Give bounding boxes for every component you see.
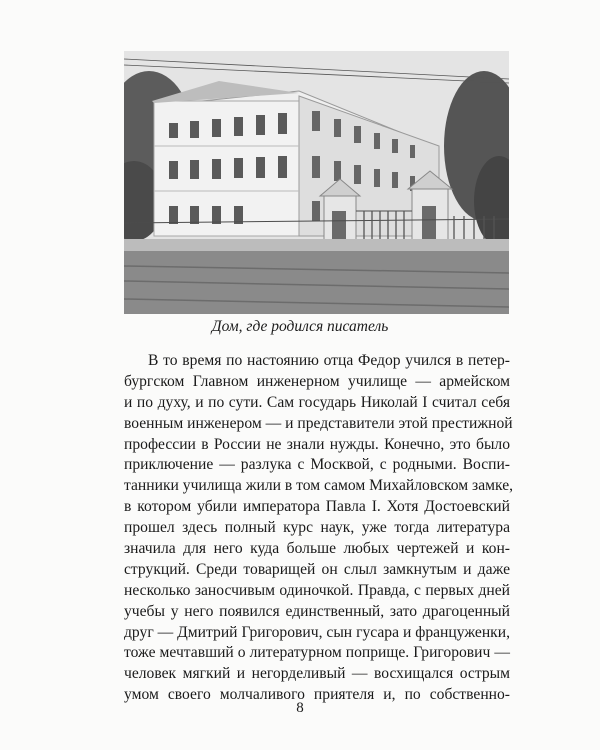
text-line: в котором убили императора Павла I. Хотя Достоевский bbox=[124, 498, 510, 516]
building-photo bbox=[124, 51, 509, 314]
text-line: бургском Главном инженерном училище — армейском bbox=[124, 372, 510, 390]
text-line: учебы у него появился единственный, зато драгоценный bbox=[124, 602, 510, 620]
text-line: военным инженером — и представители этой престижной bbox=[124, 414, 513, 432]
text-line: тоже мечтавший о литературном поприще. Григорович — bbox=[124, 644, 510, 662]
text-line: профессии в России не знали нужды. Конечно, это было bbox=[124, 435, 510, 453]
text-line: умом своего молчаливого приятеля и, по собственно- bbox=[124, 686, 510, 704]
text-line: приключение — разлука с Москвой, с родными. Воспи- bbox=[124, 456, 510, 474]
text-line: струкций. Среди товарищей он слыл замкнутым и даже bbox=[124, 560, 510, 578]
page-number: 8 bbox=[296, 700, 304, 716]
body-paragraph bbox=[124, 351, 514, 706]
text-line: и по духу, и по сути. Сам государь Николай I считал себя bbox=[124, 393, 510, 411]
text-line: В то время по настоянию отца Федор учился в петер- bbox=[148, 352, 510, 369]
text-line: значила для него куда больше любых чертежей и кон- bbox=[124, 540, 510, 558]
text-line: человек мягкий и негорделивый — восхищался острым bbox=[124, 665, 510, 683]
text-line: танники училища жили в том самом Михайловском замке, bbox=[124, 477, 514, 495]
text-line: прошел здесь полный курс наук, уже тогда литература bbox=[124, 519, 510, 537]
text-line: несколько заносчивым одиночкой. Правда, с первых дней bbox=[124, 581, 510, 599]
text-line: друг — Дмитрий Григорович, сын гусара и француженки, bbox=[124, 623, 510, 641]
figure-caption: Дом, где родился писатель bbox=[211, 318, 389, 335]
